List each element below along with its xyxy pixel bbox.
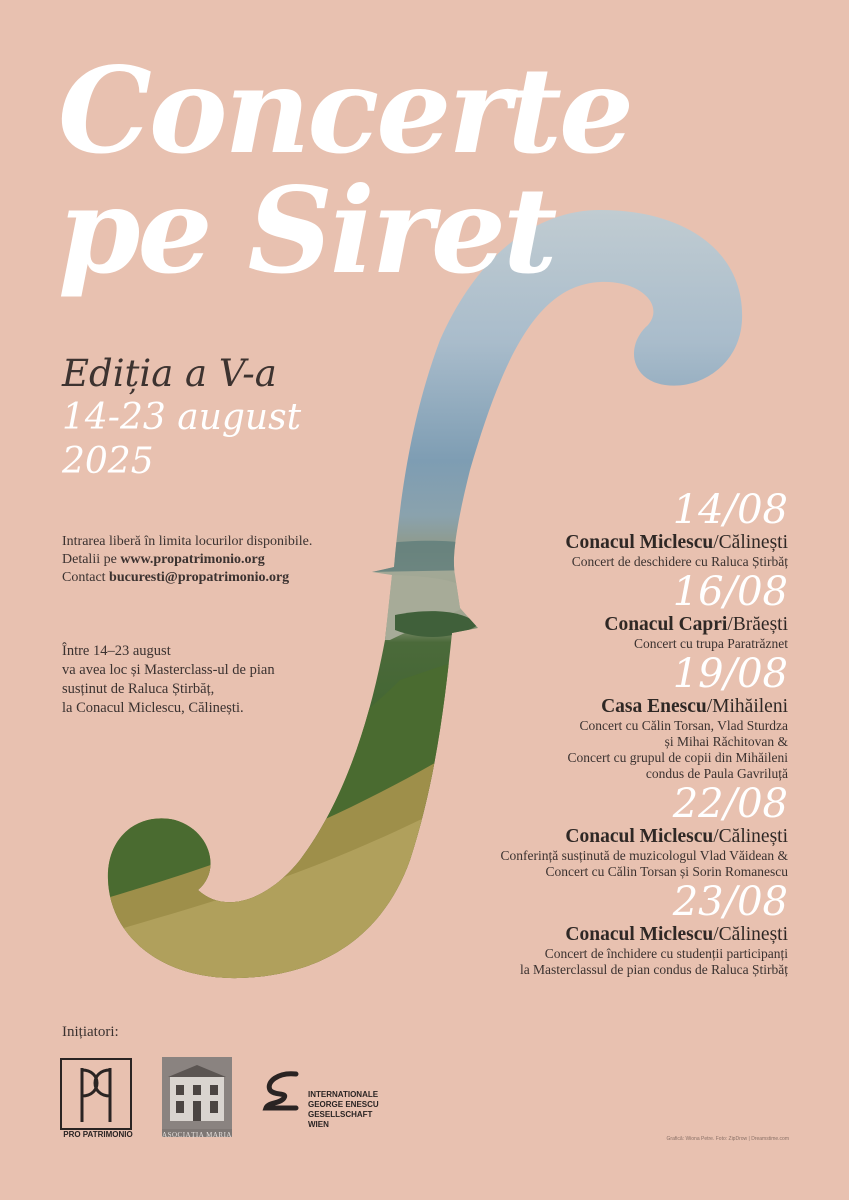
venue-place: /Brăești bbox=[727, 614, 788, 635]
venue-name: Conacul Miclescu bbox=[565, 532, 714, 553]
event-date: 19/08 bbox=[672, 651, 788, 697]
photo-credits: Grafică: Wiona Petre. Foto: ZipDrow | Dreamstime.com bbox=[666, 1136, 789, 1142]
event-description: Concert de închidere cu studenții participanți la Masterclassul de pian condus de Raluca Știrbăț bbox=[519, 946, 788, 977]
masterclass-note bbox=[62, 642, 275, 718]
event-item bbox=[348, 880, 788, 978]
venue-place: /Mihăileni bbox=[706, 696, 788, 717]
masterclass-line: la Conacul Miclescu, Călinești. bbox=[62, 700, 244, 716]
contact-prefix: Contact bbox=[62, 570, 110, 585]
poster-title-line-1: Concerte bbox=[58, 41, 632, 180]
venue-name: Casa Enescu bbox=[601, 696, 707, 717]
asociatia-maria-caption: ASOCIAȚIA MARIA bbox=[162, 1131, 232, 1139]
event-venue bbox=[348, 696, 788, 718]
event-item bbox=[348, 652, 788, 782]
event-description: Conferință susținută de muzicologul Vlad Văidean & Concert cu Călin Torsan și Sorin Romanescu bbox=[500, 848, 788, 879]
event-description: Concert cu Călin Torsan, Vlad Sturdza și Mihai Răchitovan & Concert cu grupul de copii din Mihăileni condus de Paula Gavriluță bbox=[567, 718, 788, 781]
contact-line bbox=[62, 569, 312, 587]
event-item bbox=[348, 782, 788, 880]
venue-place: /Călinești bbox=[713, 826, 788, 847]
event-venue bbox=[348, 532, 788, 554]
edition-label: Ediția a V-a bbox=[62, 352, 277, 395]
masterclass-line: Între 14–23 august bbox=[62, 643, 171, 659]
event-description: Concert cu trupa Paratrăznet bbox=[633, 636, 788, 651]
info-block bbox=[62, 533, 312, 587]
dates-range: 14-23 august bbox=[62, 397, 302, 438]
event-venue bbox=[348, 614, 788, 636]
details-line bbox=[62, 551, 312, 569]
pro-patrimonio-caption: PRO PATRIMONIO bbox=[63, 1130, 133, 1139]
contact-email[interactable]: bucuresti@propatrimonio.org bbox=[109, 570, 290, 585]
enescu-society-logo-icon bbox=[262, 1068, 302, 1114]
event-venue bbox=[348, 924, 788, 946]
venue-place: /Călinești bbox=[713, 532, 788, 553]
masterclass-line: susținut de Raluca Știrbăț, bbox=[62, 681, 215, 697]
event-venue bbox=[348, 826, 788, 848]
details-prefix: Detalii pe bbox=[62, 552, 121, 567]
entry-note: Intrarea liberă în limita locurilor disponibile. bbox=[62, 534, 313, 549]
event-date: 14/08 bbox=[672, 487, 788, 533]
venue-name: Conacul Miclescu bbox=[565, 924, 714, 945]
event-item bbox=[348, 488, 788, 570]
pro-patrimonio-logo-icon bbox=[60, 1058, 132, 1130]
dates-year: 2025 bbox=[62, 441, 154, 482]
event-date: 22/08 bbox=[672, 781, 788, 827]
event-date: 23/08 bbox=[672, 879, 788, 925]
enescu-society-name: INTERNATIONALE GEORGE ENESCU GESELLSCHAFT WIEN bbox=[308, 1090, 379, 1129]
details-link[interactable]: www.propatrimonio.org bbox=[120, 552, 265, 567]
venue-name: Conacul Miclescu bbox=[565, 826, 714, 847]
event-description: Concert de deschidere cu Raluca Știrbăț bbox=[571, 554, 788, 569]
poster-title-line-2: pe Siret bbox=[58, 161, 555, 300]
venue-name: Conacul Capri bbox=[604, 614, 728, 635]
festival-dates bbox=[62, 396, 301, 484]
event-date: 16/08 bbox=[672, 569, 788, 615]
event-schedule bbox=[348, 488, 788, 978]
building-icon bbox=[162, 1057, 232, 1129]
asociatia-maria-logo bbox=[162, 1057, 232, 1137]
venue-place: /Călinești bbox=[713, 924, 788, 945]
masterclass-line: va avea loc și Masterclass-ul de pian bbox=[62, 662, 275, 678]
initiators-label: Inițiatori: bbox=[62, 1024, 119, 1040]
event-item bbox=[348, 570, 788, 652]
